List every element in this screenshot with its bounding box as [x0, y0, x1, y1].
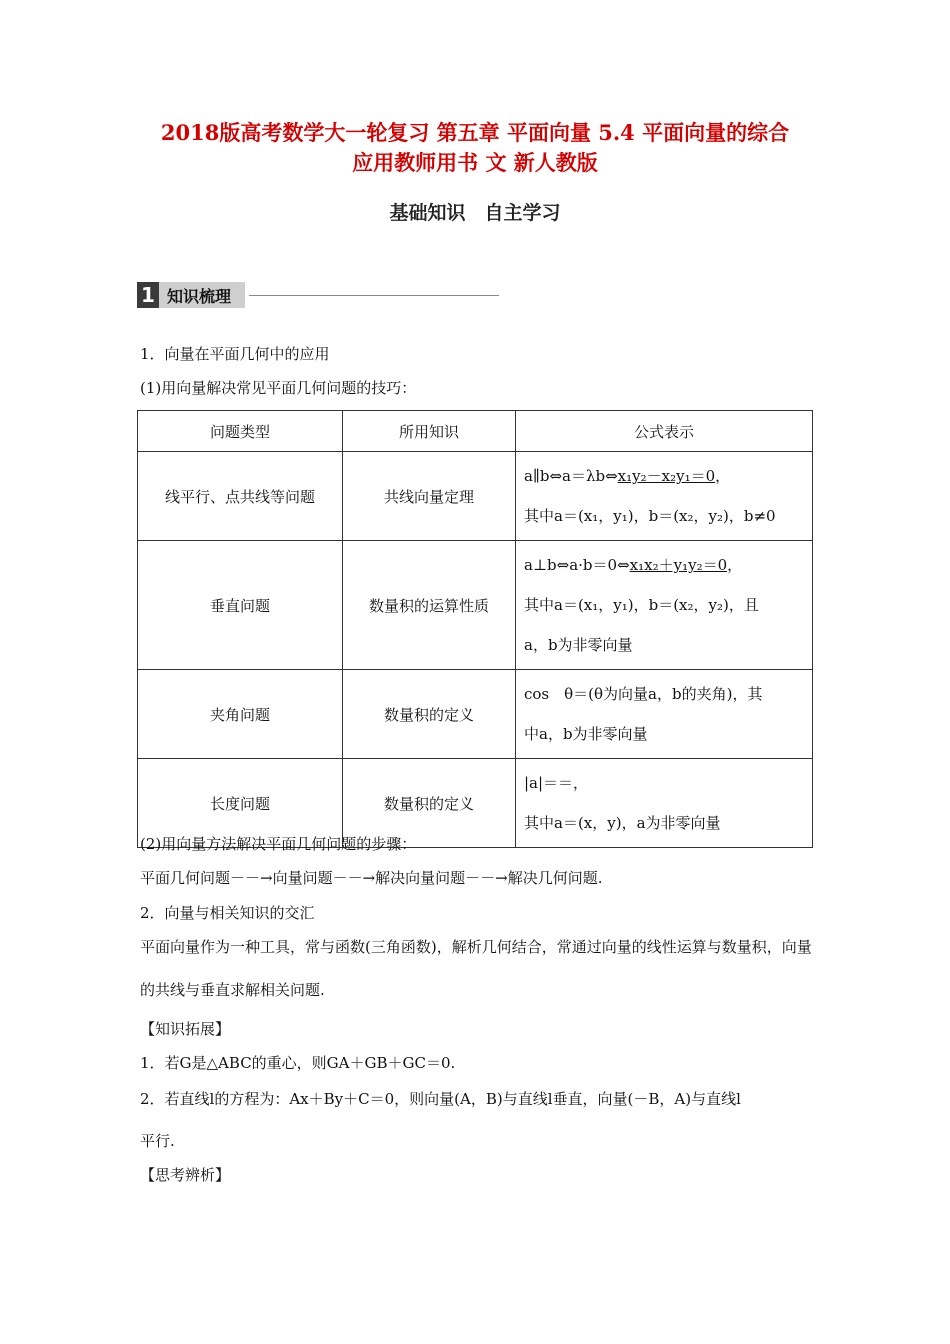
table-header: 公式表示	[516, 411, 813, 452]
formula-line: a，b为非零向量	[524, 636, 633, 654]
formula-line	[524, 456, 804, 496]
problem-type: 线平行、点共线等问题	[138, 452, 343, 541]
item-1-sub-1: (1)用向量解决常见平面几何问题的技巧：	[140, 379, 417, 397]
knowledge-used: 数量积的运算性质	[343, 541, 516, 670]
formula-cell	[516, 759, 813, 848]
knowledge-used: 数量积的定义	[343, 759, 516, 848]
section-divider	[249, 295, 499, 296]
formula-line: 其中a＝(x₁，y₁)，b＝(x₂，y₂)，且	[524, 596, 759, 614]
formula-line: cos θ＝(θ为向量a，b的夹角)，其	[524, 685, 763, 703]
formula-answer: x₁x₂＋y₁y₂＝0	[629, 556, 728, 574]
title-line-1: 2018版高考数学大一轮复习 第五章 平面向量 5.4 平面向量的综合	[160, 120, 790, 145]
formula-text: ，	[727, 556, 743, 574]
formula-line: |a|＝＝，	[524, 774, 589, 792]
formula-answer: x₁y₂－x₂y₁＝0	[617, 467, 716, 485]
table-header-row	[138, 411, 813, 452]
table-row	[138, 670, 813, 759]
knowledge-used: 数量积的定义	[343, 670, 516, 759]
steps-line: 平面几何问题－－→向量问题－－→解决向量问题－－→解决几何问题.	[140, 869, 603, 887]
item-1-sub-2: (2)用向量方法解决平面几何问题的步骤：	[140, 835, 417, 853]
knowledge-table	[137, 410, 813, 848]
formula-line: 其中a＝(x₁，y₁)，b＝(x₂，y₂)，b≠0	[524, 507, 776, 525]
formula-text: a∥b⇔a＝λb⇔	[524, 467, 618, 485]
formula-line	[524, 545, 804, 585]
table-header: 问题类型	[138, 411, 343, 452]
extension-title: 【知识拓展】	[140, 1020, 231, 1038]
problem-type: 垂直问题	[138, 541, 343, 670]
table-row	[138, 452, 813, 541]
table-row	[138, 541, 813, 670]
document-subtitle: 基础知识 自主学习	[389, 202, 561, 224]
problem-type: 夹角问题	[138, 670, 343, 759]
title-line-2: 应用教师用书 文 新人教版	[352, 150, 598, 175]
item-1-heading: 1．向量在平面几何中的应用	[140, 345, 330, 363]
formula-cell	[516, 541, 813, 670]
formula-text: ，	[715, 467, 731, 485]
extension-2-line-2: 平行.	[140, 1132, 175, 1150]
extension-2-line-1: 2．若直线l的方程为：Ax＋By＋C＝0，则向量(A，B)与直线l垂直，向量(－B，A)与直线l	[140, 1090, 741, 1108]
section-label: 知识梳理	[159, 282, 245, 308]
formula-line: 其中a＝(x，y)，a为非零向量	[524, 814, 721, 832]
section-header	[137, 282, 499, 308]
formula-cell	[516, 452, 813, 541]
problem-type: 长度问题	[138, 759, 343, 848]
extension-1: 1．若G是△ABC的重心，则GA＋GB＋GC＝0.	[140, 1054, 456, 1072]
table-header: 所用知识	[343, 411, 516, 452]
section-number: 1	[137, 282, 159, 308]
formula-cell	[516, 670, 813, 759]
document-title	[0, 118, 950, 178]
knowledge-used: 共线向量定理	[343, 452, 516, 541]
item-2-text: 平面向量作为一种工具，常与函数(三角函数)，解析几何结合，常通过向量的线性运算与数量积，向量的共线与垂直求解相关问题.	[140, 938, 812, 999]
think-title: 【思考辨析】	[140, 1166, 231, 1184]
item-2-heading: 2．向量与相关知识的交汇	[140, 904, 315, 922]
formula-text: a⊥b⇔a·b＝0⇔	[524, 556, 630, 574]
formula-line: 中a，b为非零向量	[524, 725, 648, 743]
